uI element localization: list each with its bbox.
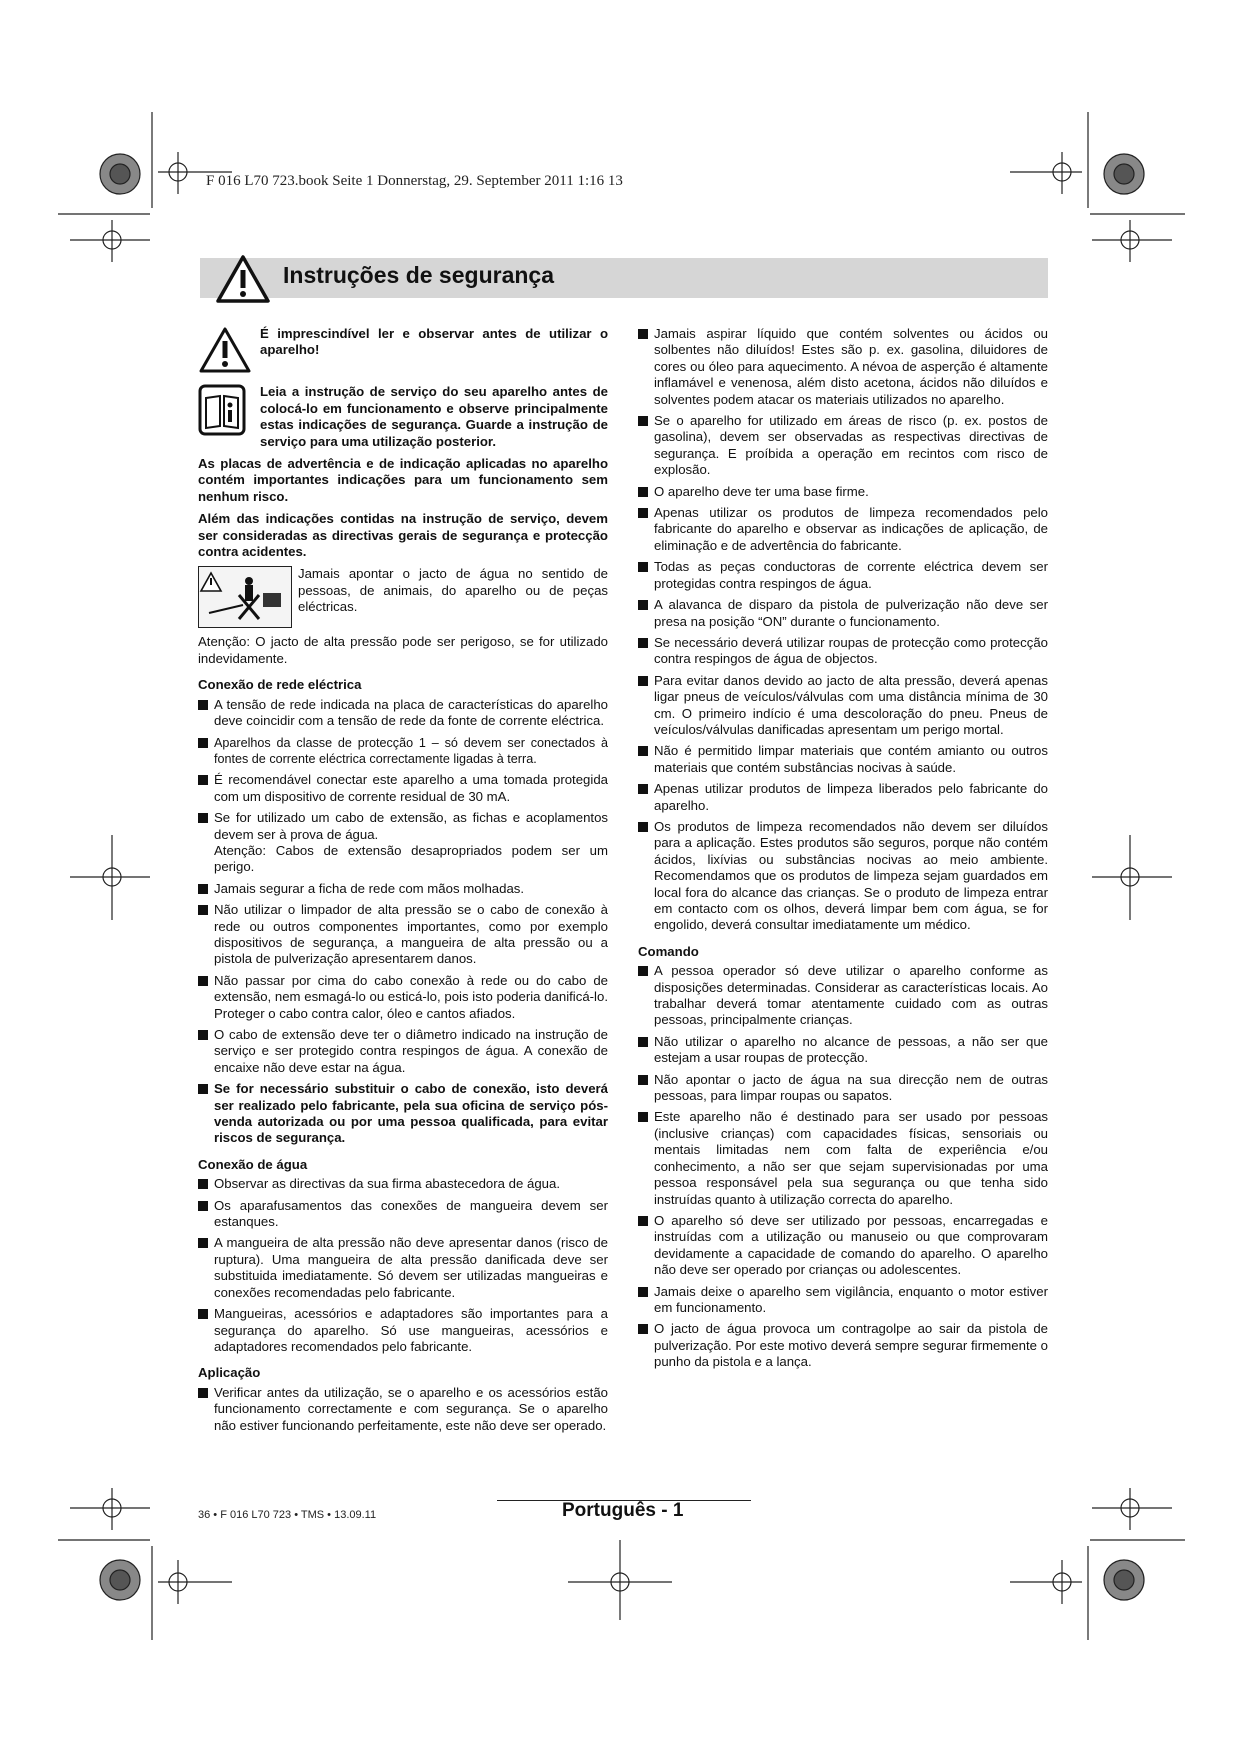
section-command-heading: Comando <box>638 943 699 959</box>
right-column <box>638 326 1048 1376</box>
footer-language-page: Português - 1 <box>562 1500 684 1521</box>
warning-triangle-icon <box>215 254 271 304</box>
section-application-heading: Aplicação <box>198 1365 261 1381</box>
section-water-heading: Conexão de água <box>198 1156 308 1172</box>
list-item: Não utilizar o aparelho no alcance de pessoas, a não ser que estejam a usar roupas de protecção. <box>638 1034 1048 1067</box>
extension-cable-text: Se for utilizado um cabo de extensão, as fichas e acoplamentos devem ser à prova de água. <box>214 810 608 842</box>
list-item: Verificar antes da utilização, se o aparelho e os acessórios estão funcionamento correctamente e com segurança. Se o aparelho não estiver funcionando perfeitamente, este não deve ser operado. <box>198 1385 608 1434</box>
list-item: Observar as directivas da sua firma abastecedora de água. <box>198 1176 608 1192</box>
list-item: Se for necessário substituir o cabo de conexão, isto deverá ser realizado pelo fabricante, pela sua oficina de serviço pós-venda autorizada ou por uma pessoa qualificada, para evitar riscos de segurança. <box>198 1081 608 1147</box>
warning-triangle-icon <box>198 326 252 374</box>
list-item: Se o aparelho for utilizado em áreas de risco (p. ex. postos de gasolina), devem ser observadas as respectivas directivas de segurança. E proíbida a operação em recintos com risco de explosão. <box>638 413 1048 479</box>
list-item: Se necessário deverá utilizar roupas de protecção como protecção contra respingos de água de objectos. <box>638 635 1048 668</box>
warning-intro <box>198 326 608 378</box>
list-item: A pessoa operador só deve utilizar o aparelho conforme as disposições determinadas. Considerar as características locais. Ao trabalhar deverá tomar atentamente cuidado com as outras pessoas, principalmente crianças. <box>638 963 1048 1029</box>
jet-warning-text: Jamais apontar o jacto de água no sentido de pessoas, de animais, do aparelho ou de peças eléctricas. <box>298 566 608 615</box>
plates-text: As placas de advertência e de indicação aplicadas no aparelho contém importantes indicações para um funcionamento sem nenhum risco. <box>198 456 608 504</box>
extension-attention-text: Atenção: Cabos de extensão desapropriados podem ser um perigo. <box>214 842 608 875</box>
list-item: Aparelhos da classe de protecção 1 – só devem ser conectados à fontes de corrente eléctrica correctamente ligadas à terra. <box>198 735 608 768</box>
list-item: A alavanca de disparo da pistola de pulverização não deve ser presa na posição “ON” durante o funcionamento. <box>638 597 1048 630</box>
list-item: Apenas utilizar os produtos de limpeza recomendados pelo fabricante do aparelho e observar as indicações de aplicação, de eliminação e de advertência do fabricante. <box>638 505 1048 554</box>
besides-text: Além das indicações contidas na instrução de serviço, devem ser consideradas as directivas gerais de segurança e protecção contra acidentes. <box>198 511 608 560</box>
read-intro-text: Leia a instrução de serviço do seu aparelho antes de colocá-lo em funcionamento e observe principalmente estas indicações de segurança. Guarde a instrução de serviço para uma utilização posterior. <box>260 384 608 449</box>
electric-list <box>198 697 608 1147</box>
list-item: A mangueira de alta pressão não deve apresentar danos (risco de ruptura). Uma mangueira de alta pressão danificada deve ser substituida imediatamente. Só devem ser utilizadas mangueiras e conexões recomendadas pelo fabricante. <box>198 1235 608 1301</box>
application-list-continued <box>638 326 1048 934</box>
list-item: Jamais deixe o aparelho sem vigilância, enquanto o motor estiver em funcionamento. <box>638 1284 1048 1317</box>
application-list <box>198 1385 608 1434</box>
list-item: Para evitar danos devido ao jacto de alta pressão, deverá apenas ligar pneus de veículos/válvulas com uma distância mínima de 30 cm. O primeiro indício é uma descoloração do pneu. Pneus de veículos/válvulas danificadas apresentam um perigo mortal. <box>638 673 1048 739</box>
section-electric-heading: Conexão de rede eléctrica <box>198 677 362 693</box>
page-title: Instruções de segurança <box>283 262 554 288</box>
list-item: Mangueiras, acessórios e adaptadores são importantes para a segurança do aparelho. Só use mangueiras, acessórios e adaptadores recomendados pelo fabricante. <box>198 1306 608 1355</box>
list-item: O jacto de água provoca um contragolpe ao sair da pistola de pulverização. Por este motivo deverá sempre segurar firmemente o punho da pistola e a lança. <box>638 1321 1048 1370</box>
list-item: O cabo de extensão deve ter o diâmetro indicado na instrução de serviço e ser protegido contra respingos de água. A conexão de encaixe não deve estar na água. <box>198 1027 608 1076</box>
list-item: Não apontar o jacto de água na sua direcção nem de outras pessoas, para limpar roupas ou sapatos. <box>638 1072 1048 1105</box>
list-item: Não passar por cima do cabo conexão à rede ou do cabo de extensão, nem esmagá-lo ou esticá-lo, pois isto poderia danificá-lo. Proteger o cabo contra calor, óleo e cantos afiados. <box>198 973 608 1022</box>
list-item: Os produtos de limpeza recomendados não devem ser diluídos para a aplicação. Estes produtos são seguros, porque não contém ácidos, lixívias ou substâncias nocivas ao meio ambiente. Recomendamos que os produtos de limpeza sejam guardados em local fora do alcance das crianças. Se o produto de limpeza entrar em contacto com os olhos, deverá limpar bem com água, se for engolido, deverá consultar imediatamente um médico. <box>638 819 1048 934</box>
water-list <box>198 1176 608 1355</box>
list-item: Os aparafusamentos das conexões de mangueira devem ser estanques. <box>198 1198 608 1231</box>
list-item: O aparelho só deve ser utilizado por pessoas, encarregadas e instruídas com a utilização ou manuseio ou que comprovaram devidamente a capacidade de comando do aparelho. O aparelho não deve ser operado por crianças ou adolescentes. <box>638 1213 1048 1279</box>
list-item: Todas as peças conductoras de corrente eléctrica devem ser protegidas contra respingos de água. <box>638 559 1048 592</box>
left-column <box>198 326 608 1439</box>
jet-warning <box>198 566 608 628</box>
read-manual-icon <box>198 384 246 436</box>
list-item: Jamais aspirar líquido que contém solventes ou ácidos ou solbentes não diluídos! Estes são p. ex. gasolina, diluidores de cores ou óleo para aquecimento. A névoa de asperção é altamente inflamável e venenosa, além disto acetona, ácidos não diluídos e solventes podem atacar os materiais utilizados no aparelho. <box>638 326 1048 408</box>
list-item: A tensão de rede indicada na placa de características do aparelho deve coincidir com a tensão de rede da fonte de corrente eléctrica. <box>198 697 608 730</box>
list-item: Jamais segurar a ficha de rede com mãos molhadas. <box>198 881 608 897</box>
warn-intro-text: É imprescindível ler e observar antes de utilizar o aparelho! <box>260 326 608 358</box>
manual-intro <box>198 384 608 450</box>
list-item <box>198 810 608 876</box>
attention-text: Atenção: O jacto de alta pressão pode ser perigoso, se for utilizado indevidamente. <box>198 634 608 666</box>
list-item: Não é permitido limpar materiais que contém amianto ou outros materiais que contém substâncias nocivas à saúde. <box>638 743 1048 776</box>
list-item: Não utilizar o limpador de alta pressão se o cabo de conexão à rede ou outros componentes importantes, como por exemplo dispositivos de segurança, a mangueira de alta pressão ou a pistola de pulverização apresentarem danos. <box>198 902 608 968</box>
footer-code: 36 • F 016 L70 723 • TMS • 13.09.11 <box>198 1509 377 1521</box>
list-item: O aparelho deve ter uma base firme. <box>638 484 1048 500</box>
no-spray-at-people-icon <box>198 566 292 628</box>
list-item: Este aparelho não é destinado para ser usado por pessoas (inclusive crianças) com capacidades físicas, sensoriais ou mentais limitadas nem com falta de experiência e/ou conhecimento, a não ser que sejam supervisionadas por uma pessoa responsável pela sua segurança ou que tenha sido instruídas quanto à utilização correcta do aparelho. <box>638 1109 1048 1207</box>
command-list <box>638 963 1048 1370</box>
list-item: É recomendável conectar este aparelho a uma tomada protegida com um dispositivo de corrente residual de 30 mA. <box>198 772 608 805</box>
file-meta: F 016 L70 723.book Seite 1 Donnerstag, 29. September 2011 1:16 13 <box>206 173 623 189</box>
list-item: Apenas utilizar produtos de limpeza liberados pelo fabricante do aparelho. <box>638 781 1048 814</box>
